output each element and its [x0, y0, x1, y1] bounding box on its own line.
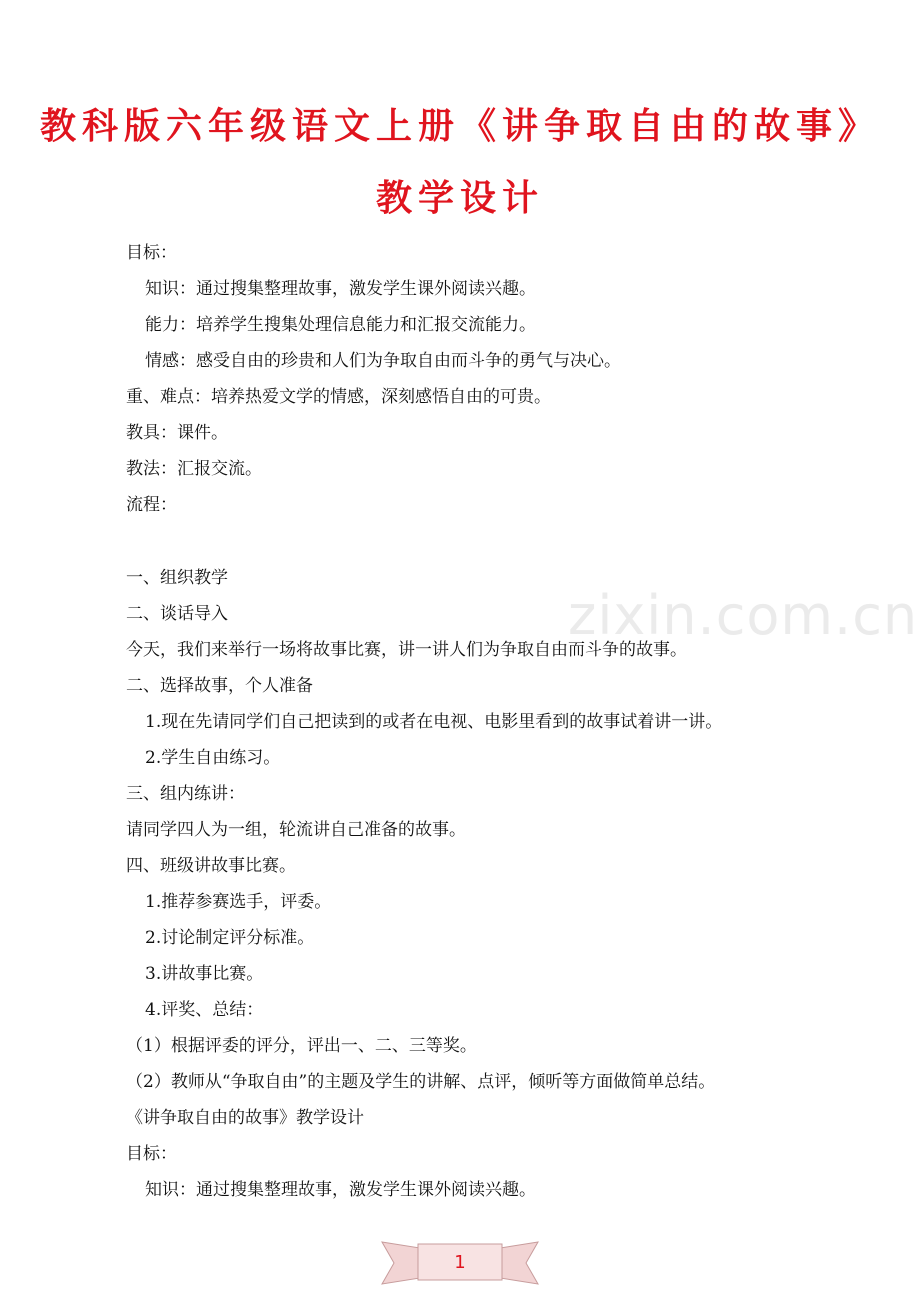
- step-2b-item-1: 1.现在先请同学们自己把读到的或者在电视、电影里看到的故事试着讲一讲。: [145, 712, 723, 732]
- repeat-title: 《讲争取自由的故事》教学设计: [126, 1108, 364, 1128]
- step-4-heading: 四、班级讲故事比赛。: [126, 856, 296, 876]
- teaching-method: 教法：汇报交流。: [126, 459, 262, 479]
- step-4-sub-2: （2）教师从“争取自由”的主题及学生的讲解、点评，倾听等方面做简单总结。: [126, 1072, 716, 1092]
- step-2b-heading: 二、选择故事，个人准备: [126, 676, 313, 696]
- process-heading: 流程：: [126, 495, 177, 515]
- goal-heading: 目标：: [126, 243, 177, 263]
- step-2-text: 今天，我们来举行一场将故事比赛，讲一讲人们为争取自由而斗争的故事。: [126, 640, 687, 660]
- repeat-goal-heading: 目标：: [126, 1144, 177, 1164]
- step-2b-item-2: 2.学生自由练习。: [145, 748, 281, 768]
- step-4-sub-1: （1）根据评委的评分，评出一、二、三等奖。: [126, 1036, 477, 1056]
- step-4-item-1: 1.推荐参赛选手，评委。: [145, 892, 332, 912]
- step-3-heading: 三、组内练讲：: [126, 784, 245, 804]
- goal-knowledge: 知识：通过搜集整理故事，激发学生课外阅读兴趣。: [145, 279, 536, 299]
- step-1-heading: 一、组织教学: [126, 568, 228, 588]
- watermark-text: zixin.com.cn: [568, 584, 919, 647]
- document-title-line-2: 教学设计: [375, 178, 544, 219]
- step-4-item-2: 2.讨论制定评分标准。: [145, 928, 315, 948]
- step-3-text: 请同学四人为一组，轮流讲自己准备的故事。: [126, 820, 466, 840]
- goal-emotion: 情感：感受自由的珍贵和人们为争取自由而斗争的勇气与决心。: [145, 351, 621, 371]
- key-difficult-points: 重、难点：培养热爱文学的情感，深刻感悟自由的可贵。: [126, 387, 551, 407]
- step-4-item-3: 3.讲故事比赛。: [145, 964, 264, 984]
- document-title-line-1: 教科版六年级语文上册《讲争取自由的故事》: [39, 106, 880, 147]
- page-number: 1: [454, 1252, 466, 1273]
- goal-ability: 能力：培养学生搜集处理信息能力和汇报交流能力。: [145, 315, 536, 335]
- step-4-item-4: 4.评奖、总结：: [145, 1000, 264, 1020]
- teaching-aids: 教具：课件。: [126, 423, 228, 443]
- repeat-goal-knowledge: 知识：通过搜集整理故事，激发学生课外阅读兴趣。: [145, 1180, 536, 1200]
- step-2-heading: 二、谈话导入: [126, 604, 228, 624]
